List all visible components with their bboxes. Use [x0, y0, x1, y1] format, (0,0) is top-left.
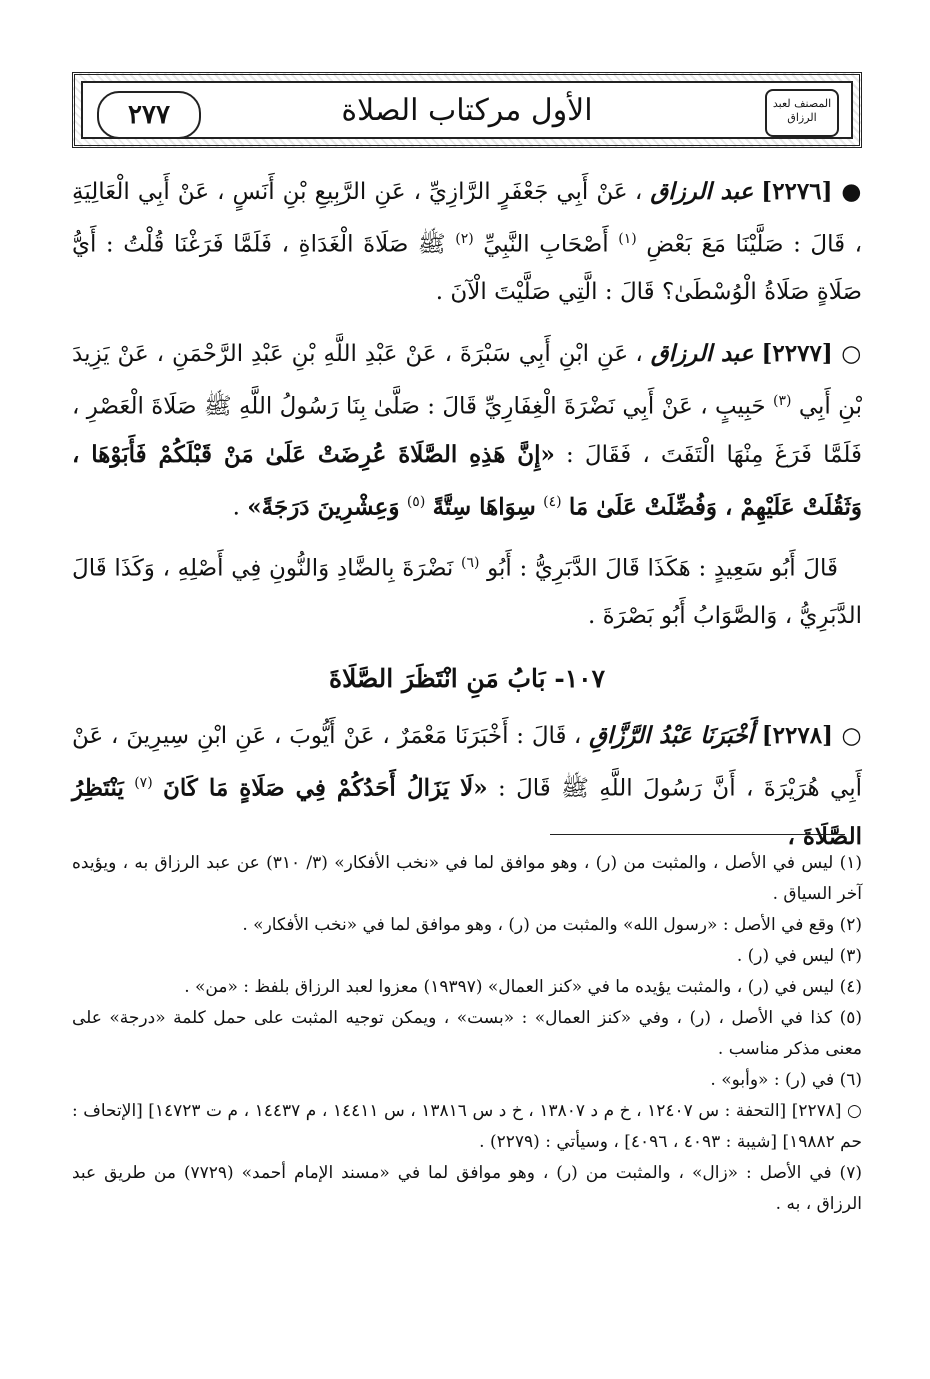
footnote-7: (٧) في الأصل : «زال» ، والمثبت من (ر) ، وهو موافق لما في «مسند الإمام أحمد» (٧٧٢٩) من طريق عبد الرزاق ، به . — [72, 1163, 862, 1214]
footnote-3: (٣) ليس في (ر) . — [736, 946, 862, 966]
footnote-5: (٥) كذا في الأصل ، (ر) ، وفي «كنز العمال» : «بست» ، ويمكن توجيه المثبت على حمل كلمة «درجة» على معنى مذكر مناسب . — [72, 1008, 862, 1059]
hadith-marker: ○ [٢٢٧٧] — [761, 340, 862, 367]
footnote-divider — [550, 834, 845, 835]
footnote-2: (٢) وقع في الأصل : «رسول الله» والمثبت من (ر) ، وهو موافق لما في «نخب الأفكار» . — [242, 915, 862, 935]
page-number: ٢٧٧ — [97, 91, 201, 139]
prophetic-quote: سِوَاهَا سِتَّةً — [432, 493, 536, 521]
footnote-ref: (٣) — [773, 393, 792, 409]
hadith-marker: ○ [٢٢٧٨] — [761, 722, 863, 749]
matn-text: أَصْحَابِ النَّبِيِّ — [483, 231, 609, 258]
header-frame — [81, 81, 853, 139]
comment-text — [72, 540, 862, 640]
hadith-2278-text — [72, 712, 862, 861]
footnote-6: (٦) في (ر) : «وأبو» . — [710, 1070, 862, 1090]
prophetic-quote: «لَا يَزَالُ أَحَدُكُمْ فِي صَلَاةٍ مَا كَانَ — [163, 774, 488, 802]
hadith-2277-text — [72, 330, 862, 531]
running-title: الأول مركتاب الصلاة — [341, 93, 593, 128]
takhrij-note: ○ [٢٢٧٨] [التحفة : س ١٢٤٠٧ ، خ م د ١٣٨٠٧ ، خ د س ١٣٨١٦ ، س ١٤٤١١ ، م ١٤٤٣٧ ، م ت ١٤٧٢٣] [الإتحاف : حم ١٩٨٨٢] [شيبة : ٤٠٩٣ ، ٤٠٩٦] ، وسيأتي : (٢٢٧٩) . — [72, 1101, 862, 1152]
chapter-heading: ١٠٧- بَابُ مَنِ انْتَظَرَ الصَّلَاةَ — [328, 664, 606, 693]
book-logo: المصنف لعبد الرزاق — [765, 89, 839, 137]
prophetic-quote: وَعِشْرِينَ دَرَجَةً» — [247, 493, 400, 521]
footnote-4: (٤) ليس في (ر) ، والمثبت يؤيده ما في «كنز العمال» (١٩٣٩٧) معزوا لعبد الرزاق بلفظ : «من» . — [184, 977, 862, 997]
hadith-2276-text — [72, 168, 862, 316]
matn-text: ﷺ صَلَاةَ الْغَدَاةِ ، فَلَمَّا فَرَغْنَا قُلْتُ : أَيُّ صَلَاةٍ صَلَاةُ الْوُسْطَىٰ؟ قَالَ : الَّتِي صَلَّيْتَ الْآنَ . — [72, 231, 862, 305]
page-header — [72, 72, 862, 148]
footnote-ref: (٥) — [406, 493, 426, 510]
hadith-2278 — [72, 712, 862, 861]
narrator: أَخْبَرَنَا عَبْدُ الرَّزَّاقِ — [589, 722, 754, 749]
footnote-ref: (٤) — [543, 493, 562, 510]
hadith-marker: ● [٢٢٧٦] — [761, 178, 863, 205]
prophetic-quote: يَنْتَظِرُ الصَّلَاةَ ، — [72, 774, 862, 850]
footnote-ref: (٢) — [455, 231, 474, 247]
end-punct: . — [232, 494, 240, 521]
isnad-text: ، عَنِ ابْنِ أَبِي سَبْرَةَ ، عَنْ عَبْدِ اللَّهِ بْنِ عَبْدِ الرَّحْمَنِ ، عَنْ يَزِيدَ بْنِ أَبِي — [72, 341, 863, 420]
isnad-text: ، عَنْ أَبِي جَعْفَرٍ الرَّازِيِّ ، عَنِ الرَّبِيعِ بْنِ أَنَسٍ ، عَنْ أَبِي الْعَالِيَةِ ، قَالَ : صَلَّيْنَا مَعَ بَعْضِ — [72, 179, 863, 258]
footnote-ref: (١) — [618, 231, 637, 247]
hadith-2277 — [72, 330, 862, 531]
footnote-ref: (٧) — [134, 775, 153, 791]
narrator: عبد الرزاق — [650, 178, 754, 205]
footnote-1: (١) ليس في الأصل ، والمثبت من (ر) ، وهو موافق لما في «نخب الأفكار» (٣/ ٣١٠) عن عبد الرزاق به ، ويؤيده آخر السياق . — [72, 853, 863, 904]
comment-part: قَالَ أَبُو سَعِيدٍ : هَكَذَا قَالَ الدَّبَرِيُّ : أَبُو — [487, 555, 839, 582]
prophetic-quote: «إِنَّ هَذِهِ الصَّلَاةَ عُرِضَتْ عَلَىٰ مَنْ قَبْلَكُمْ فَأَبَوْهَا ، وَثَقُلَتْ عَلَيْهِمْ ، وَفُضِّلَتْ عَلَىٰ مَا — [72, 440, 862, 521]
hadith-2276 — [72, 168, 862, 316]
footnotes — [72, 848, 862, 1220]
isnad-text: ، قَالَ : أَخْبَرَنَا مَعْمَرٌ ، عَنْ أَيُّوبَ ، عَنِ ابْنِ سِيرِينَ ، عَنْ أَبِي هُرَيْرَةَ ، أَنَّ رَسُولَ اللَّهِ ﷺ قَالَ : — [72, 723, 862, 802]
comment-part: نَضْرَةَ بِالضَّادِ وَالنُّونِ فِي أَصْلِهِ ، وَكَذَا قَالَ الدَّبَرِيُّ ، وَالصَّوَابُ أَبُو بَصْرَةَ . — [72, 555, 862, 629]
footnote-ref: (٦) — [460, 555, 480, 571]
editor-comment — [72, 540, 862, 640]
narrator: عبد الرزاق — [650, 340, 754, 367]
matn-text: حَبِيبٍ ، عَنْ أَبِي نَضْرَةَ الْغِفَارِيِّ قَالَ : صَلَّىٰ بِنَا رَسُولُ اللَّهِ ﷺ صَلَاةَ الْعَصْرِ ، فَلَمَّا فَرَغَ مِنْهَا الْتَفَتَ ، فَقَالَ : — [72, 393, 862, 468]
